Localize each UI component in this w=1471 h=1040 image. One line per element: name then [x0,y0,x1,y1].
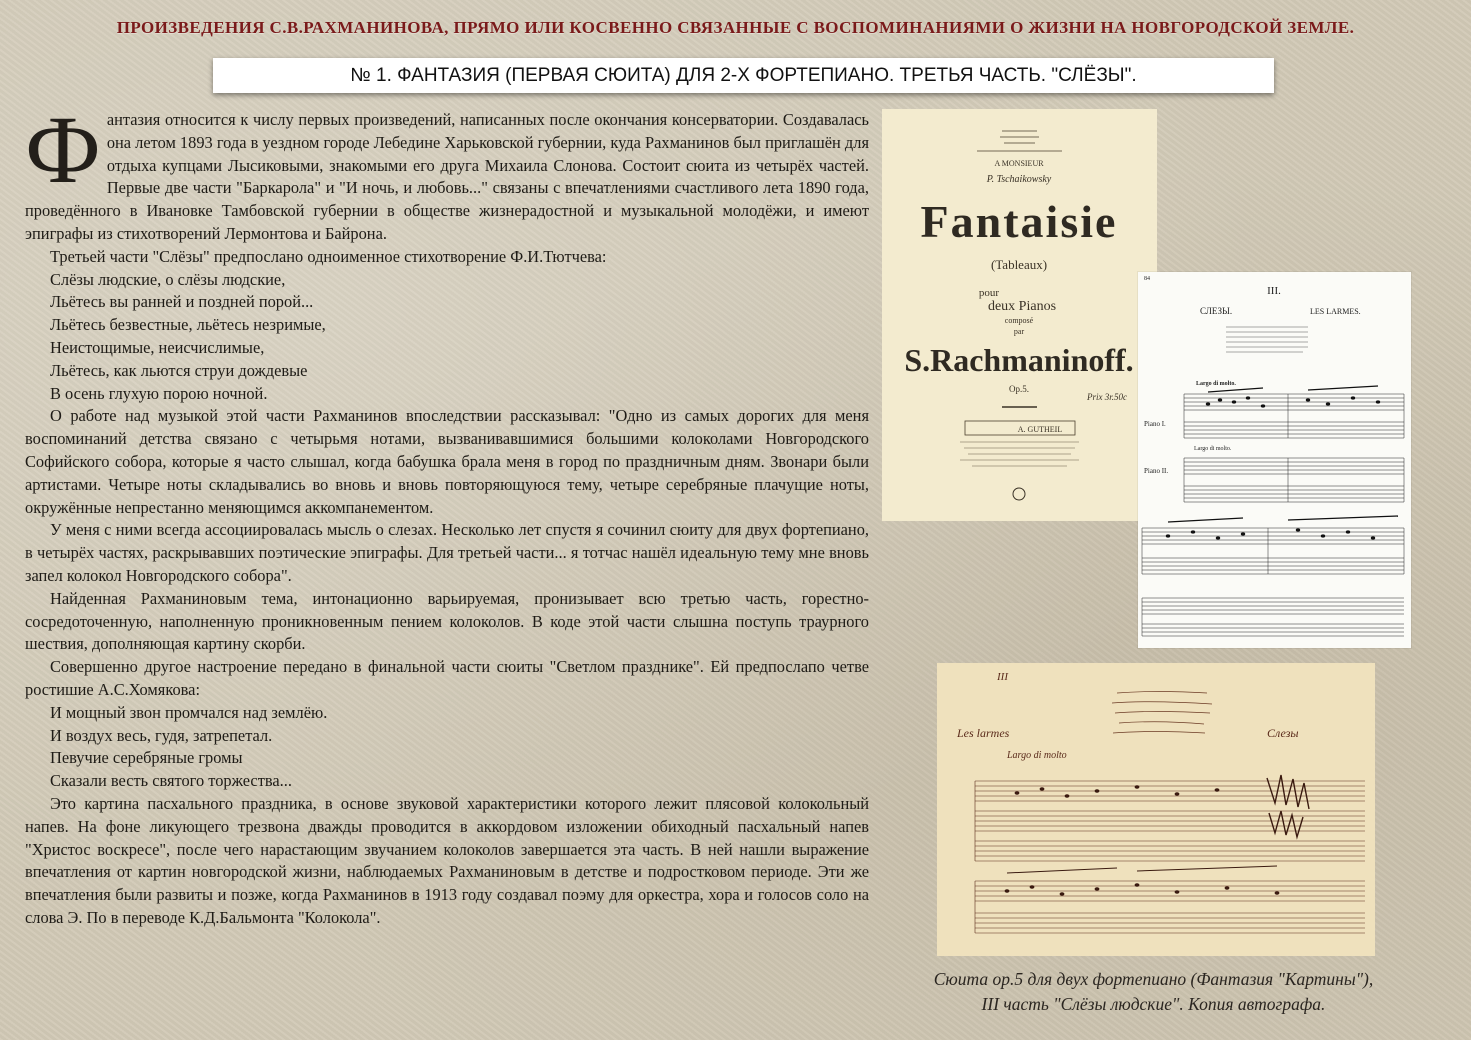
cover-dedication-2: P. Tschaikowsky [986,174,1052,185]
section-title-banner [213,58,1274,93]
caption-line-2: III часть "Слёзы людские". Копия автографа. [981,994,1326,1014]
score-tempo-1: Largo di molto. [1196,381,1236,387]
score-piano-1: Piano I. [1144,420,1166,428]
page-header-title: ПРОИЗВЕДЕНИЯ С.В.РАХМАНИНОВА, ПРЯМО ИЛИ КОСВЕННО СВЯЗАННЫЕ С ВОСПОМИНАНИЯМИ О ЖИЗНИ НА НОВГОРОДСКОЙ ЗЕМЛЕ. [116,18,1355,37]
image-caption [886,967,1421,1017]
paragraph: У меня с ними всегда ассоциировалась мысль о слезах. Несколько лет спустя я сочинил сюиту для двух фортепиано, в четырёх частях, раскрывавших поэтические эпиграфы. Для третьей части... я тотчас нашёл идеальную тему мне вновь запел колокол Новгородского собора". [25,520,869,585]
poem-line: Льётесь, как льются струи дождевые [50,360,308,380]
cover-dedication-1: A MONSIEUR [994,159,1044,168]
autograph-largo: Largo di molto [1007,750,1067,761]
article-body [25,96,869,930]
poem-line: И воздух весь, гудя, затрепетал. [50,725,273,745]
poem-line: И мощный звон промчался над землёю. [50,702,328,722]
autograph-manuscript-image [937,663,1375,956]
caption-line-1: Сюита op.5 для двух фортепиано (Фантазия "Картины"), [933,969,1374,989]
poem-line: Слёзы людские, о слёзы людские, [50,269,286,289]
score-title-fr: LES LARMES. [1310,307,1361,316]
cover-composer: S.Rachmaninoff. [904,342,1134,378]
cover-tableaux: (Tableaux) [990,257,1048,272]
paragraph: Это картина пасхального праздника, в основе звуковой характеристики которого лежит плясовой колокольный напев. На фоне ликующего трезвона дважды проводится в аккордовом изложении обиходный пасхальный напев "Христос воскресе", после чего нарастающим звучанием колоколов завершается эта часть. В ней нашли выражение впечатления от картин новгородской жизни, наблюдаемых Рахманиновым в детстве и подростковом периоде. Эти же впечатления были развиты и позже, когда Рахманинов в 1913 году создавал поэму для оркестра, хора и голосов соло на слова Э. По в переводе К.Д.Бальмонта "Колокола". [25,793,869,927]
autograph-les-larmes: Les larmes [957,726,1010,740]
cover-publisher: A. GUTHEIL [1017,425,1063,434]
cover-title: Fantaisie [920,196,1118,247]
score-part-number: III. [1267,285,1281,297]
cover-opus: Op.5. [1009,384,1029,394]
cover-par: par [1013,327,1025,336]
section-title: № 1. ФАНТАЗИЯ (ПЕРВАЯ СЮИТА) ДЛЯ 2-Х ФОРТЕПИАНО. ТРЕТЬЯ ЧАСТЬ. "СЛЁЗЫ". [350,64,1137,86]
paragraph: О работе над музыкой этой части Рахманинов впоследствии рассказывал: "Одно из самых дорогих для меня воспоминаний детства связано с четырьмя нотами, вызванивавшимися большими колоколами Новгородского Софийского собора, которые я часто слышал, когда бабушка брала меня в город по праздничным дням. Звонари были артистами. Четыре ноты складывались во вновь и вновь повторяющуюся тему, четыре серебряные плачущие ноты, окружённые непрестанно меняющимся аккомпанементом. [25,406,869,517]
score-page-number: 84 [1144,276,1150,282]
printed-score-image [1138,272,1411,648]
drop-cap: Ф [25,96,101,203]
score-title-ru: СЛЕЗЫ. [1200,306,1233,316]
cover-price: Prix 3r.50c [1087,392,1127,402]
poem-line: Льётесь вы ранней и поздней порой... [50,292,314,312]
fantaisie-cover-image [882,109,1157,521]
poem-line: Сказали весть святого торжества... [50,771,292,791]
cover-deux-pianos: deux Pianos [987,299,1057,314]
paragraph: Найденная Рахманиновым тема, интонационно варьируемая, пронизывает всю третью часть, горестно-сосредоточенную, наполненную проникновенным пением колоколов. В коде этой части слышна поступь траурного шествия, дополняющая картину скорби. [25,588,869,654]
paragraph-intro: Фантазия относится к числу первых произведений, написанных после окончания консерватории. Создавалась она летом 1893 года в уездном городе Лебедине Харьковской губернии, куда Рахманинов был приглашён для отдыха купцами Лысиковыми, знакомыми его друга Михаила Слонова. Состоит сюита из четырёх частей. Первые две части "Баркарола" и "И ночь, и любовь..." связаны с впечатлениями счастливого лета 1890 года, проведённого в Ивановке Тамбовской губернии в обществе жизнерадостной и музыкальной молодёжи, и имеют эпиграфы из стихотворений Лермонтова и Байрона. [25,96,869,243]
poem-line: Льётесь безвестные, льётесь незримые, [50,315,326,335]
poem-line: Неистощимые, неисчислимые, [50,337,265,357]
cover-compose: composé [1004,316,1034,325]
cover-pour: pour [978,287,1000,299]
score-piano-2: Piano II. [1144,467,1169,475]
score-tempo-2: Largo di molto. [1194,446,1232,452]
paragraph: Третьей части "Слёзы" предпослано одноимeнное стихотворение Ф.И.Тютчева: [50,246,607,266]
paragraph: Совершенно другое настроение передано в финальной части сюиты "Светлом празднике". Ей предпослапо четве ростишие А.С.Хомякова: [25,657,869,699]
poem-line: В осень глухую порою ночной. [50,383,268,403]
autograph-slezy: Слезы [1267,726,1299,740]
autograph-part: III [997,671,1008,683]
poem-line: Певучие серебряные громы [50,748,243,768]
